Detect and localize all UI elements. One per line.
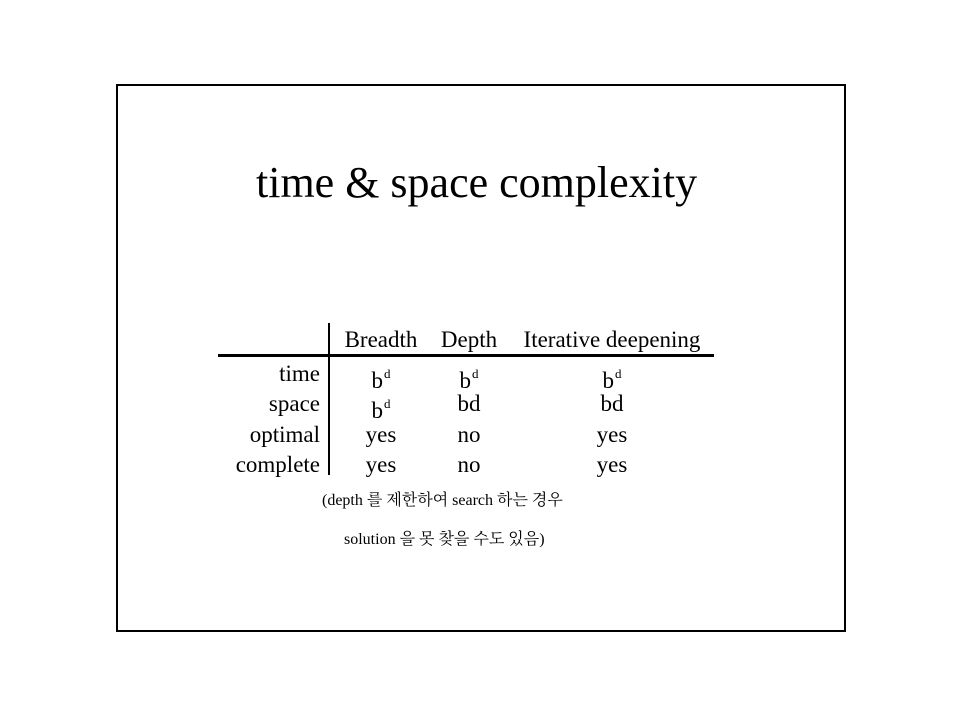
- table-cell: no: [457, 422, 481, 447]
- table-cell: yes: [596, 452, 628, 477]
- table-cell: yes: [365, 422, 397, 447]
- note-line-2: solution 을 못 찾을 수도 있음): [344, 531, 545, 548]
- table-cell: $b^d$: [459, 366, 479, 393]
- row-label-complete: complete: [235, 452, 320, 477]
- table-vertical-rule: [328, 323, 330, 475]
- column-header-breadth: Breadth: [344, 327, 418, 352]
- column-header-depth: Depth: [440, 327, 498, 352]
- table-cell: yes: [596, 422, 628, 447]
- table-header-rule: [218, 354, 714, 357]
- note-line-1: (depth 를 제한하여 search 하는 경우: [322, 492, 563, 509]
- row-label-space: space: [268, 391, 320, 416]
- table-cell: bd: [457, 391, 481, 416]
- table-cell: $b^d$: [371, 396, 391, 423]
- table-cell: bd: [600, 391, 624, 416]
- table-cell: yes: [365, 452, 397, 477]
- row-label-time: time: [279, 361, 320, 386]
- table-cell: $b^d$: [602, 366, 622, 393]
- slide-title: time & space complexity: [256, 158, 698, 207]
- table-cell: no: [457, 452, 481, 477]
- column-header-iterative-deepening: Iterative deepening: [523, 327, 701, 352]
- table-cell: $b^d$: [371, 366, 391, 393]
- row-label-optimal: optimal: [249, 422, 320, 447]
